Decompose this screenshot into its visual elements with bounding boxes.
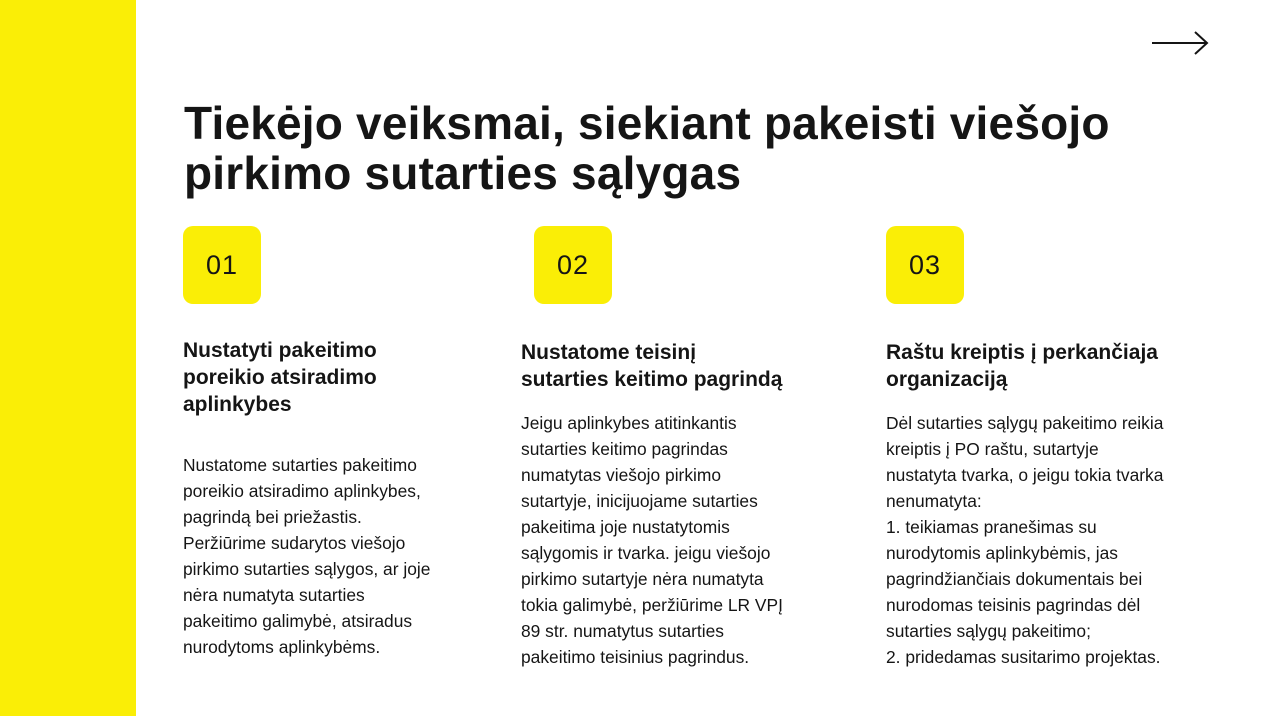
step-column-1 xyxy=(183,226,503,660)
step-heading: Raštu kreiptis į perkančiaja organizaciją xyxy=(886,341,1158,391)
step-heading: Nustatome teisinį sutarties keitimo pagrindą xyxy=(521,341,783,391)
slide-title: Tiekėjo veiksmai, siekiant pakeisti viešojo pirkimo sutarties sąlygas xyxy=(184,97,1110,199)
step-number-badge: 01 xyxy=(183,226,261,304)
arrow-right-icon[interactable] xyxy=(1150,30,1210,56)
step-number-badge: 03 xyxy=(886,226,964,304)
step-description: Nustatome sutarties pakeitimo poreikio atsiradimo aplinkybes, pagrindą bei priežastis. Peržiūrime sudarytos viešojo pirkimo sutarties sąlygos, ar joje nėra numatyta sutarties pakeitimo galimybė, atsiradus nurodytoms aplinkybėms. xyxy=(183,455,431,657)
step-description: Jeigu aplinkybes atitinkantis sutarties keitimo pagrindas numatytas viešojo pirkimo sutartyje, inicijuojame sutarties pakeitima joje nustatytomis sąlygomis ir tvarka. jeigu viešojo pirkimo sutartyje nėra numatyta tokia galimybė, peržiūrime LR VPĮ 89 str. numatytus sutarties pakeitimo teisinius pagrindus. xyxy=(521,413,783,667)
accent-side-bar xyxy=(0,0,136,716)
step-heading: Nustatyti pakeitimo poreikio atsiradimo aplinkybes xyxy=(183,339,377,416)
step-column-2 xyxy=(521,226,841,670)
step-column-3 xyxy=(886,226,1216,670)
step-description: Dėl sutarties sąlygų pakeitimo reikia kreiptis į PO raštu, sutartyje nustatyta tvarka, o jeigu tokia tvarka nenumatyta: 1. teikiamas pranešimas su nurodytomis aplinkybėmis, jas pagrindžiančiais dokumentais bei nurodomas teisinis pagrindas dėl sutarties sąlygų pakeitimo; 2. pridedamas susitarimo projektas. xyxy=(886,413,1164,667)
step-number-badge: 02 xyxy=(534,226,612,304)
